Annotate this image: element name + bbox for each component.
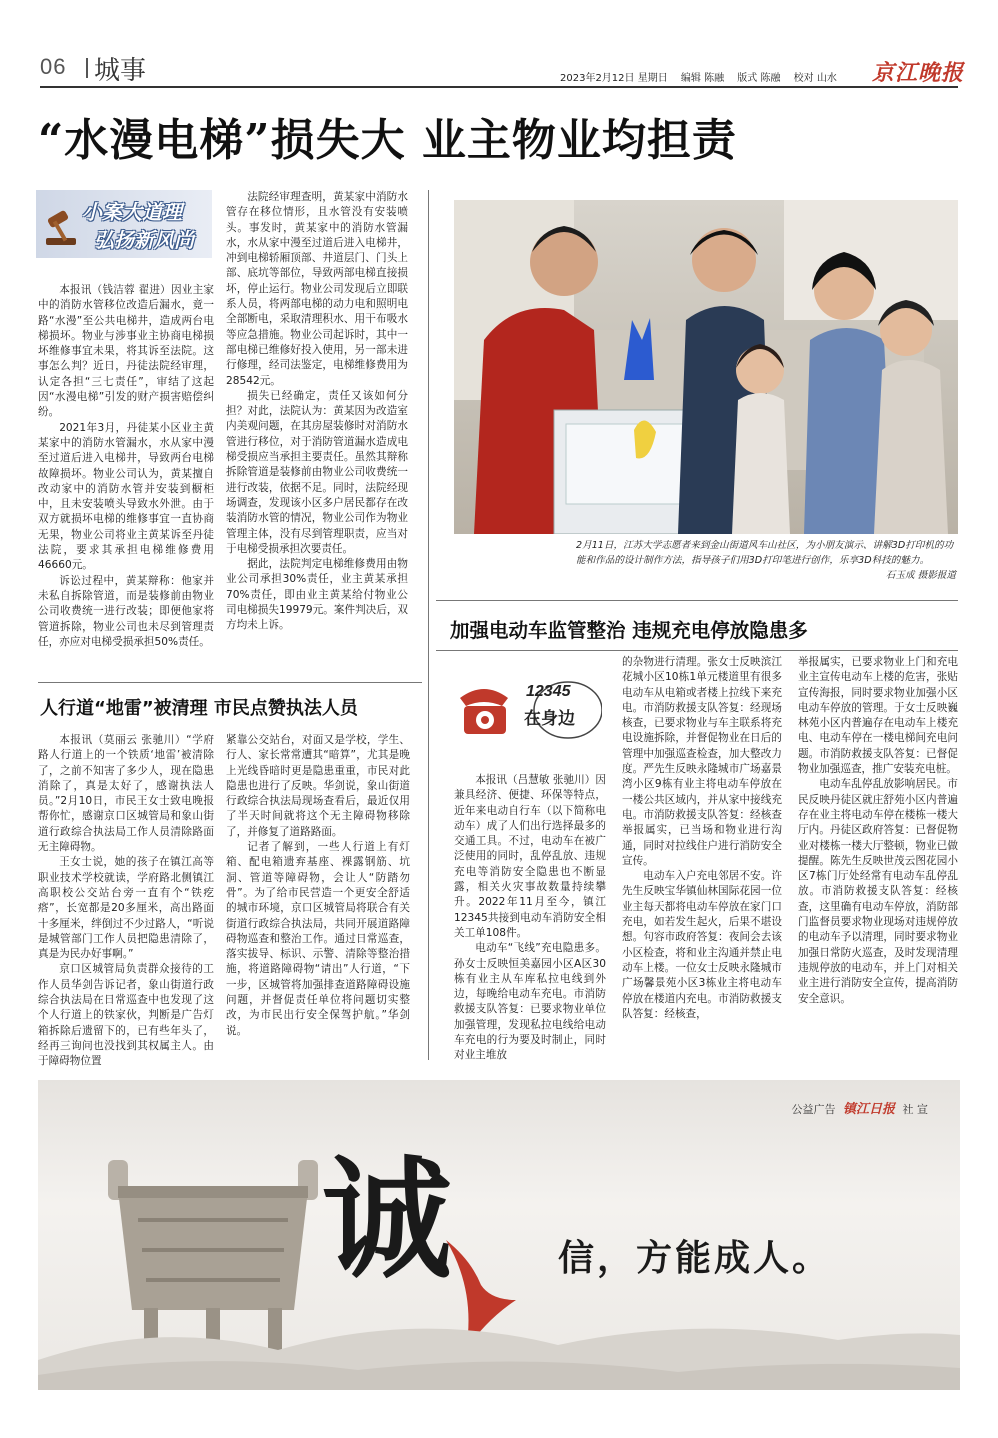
hotline-label: 在身边 (524, 709, 575, 729)
paragraph: 京口区城管局负责群众接待的工作人员华剑告诉记者，象山街道行政综合执法局在日常巡查中也发现了这个人行道上的铁家伙，判断是广告灯箱拆除后遗留下的，已有些年头了，经再三询问也没找到其权属主人。由于障碍物位置 (38, 963, 214, 1068)
paragraph: 电动车乱停乱放影响居民。市民反映丹徒区就庄舒苑小区内普遍存在业主将电动车停在楼栋一楼大厅内。丹徒区政府答复：已督促物业对楼栋一楼大厅整顿，物业已做提醒。陈先生反映世茂云图花园小区7栋门厅处经常有电动车乱停乱放。市消防救援支队答复：经核查，这里确有电动车停放，消防部门监督员要求物业现场对违规停放的电动车予以清理，同时要求物业加强日常防火巡查，及时发现清理违规停放的电动车，并上门对相关业主进行消防安全宣传，提高消防安全意识。 (798, 778, 958, 1005)
paragraph: 电动车“飞线”充电隐患多。孙女士反映恒美嘉园小区A区30栋有业主从车库私拉电线到外边，每晚给电动车充电。市消防救援支队答复：已要求物业单位加强管理，发现私拉电线给电动车充电的行为要及时制止，同时对业主堆放 (454, 942, 606, 1062)
paragraph: 本报讯（吕慧敏 张驰川）因兼具经济、便捷、环保等特点，近年来电动自行车（以下简称电动车）成了人们出行选择最多的交通工具。不过，电动车在被广泛使用的同时，乱停乱放、违规充电等消防安全隐患也不断显露，相关火灾事故数量持续攀升。2022年11月至今，镇江12345共接到电动车消防安全相关工单108件。 (454, 774, 606, 939)
masthead-rule (40, 86, 958, 88)
ad-slogan: 信，方能成人。 (558, 1237, 832, 1279)
photo-caption (576, 538, 956, 583)
issue-date: 2023年2月12日 星期日 (560, 73, 668, 84)
paragraph: 本报讯（莫丽云 张驰川）“学府路人行道上的一个铁质‘地雷’被清除了，之前不知害了多少人，现在隐患消除了，真是太好了，感谢执法人员。”2月10日，市民王女士致电晚报帮你忙，感谢京口区城管局和象山街道行政综合执法局工作人员清除路面无主障碍物。 (38, 734, 214, 854)
section-name: 城事 (94, 56, 147, 86)
headline-divider (436, 650, 958, 651)
paragraph: 的杂物进行清理。张女士反映滨江花城小区10栋1单元楼道里有很多电动车从电箱或者楼上拉线下来充电。市消防救援支队答复：经现场核查，已要求物业与车主联系将充电设施拆除，并督促物业在日后的管理中加强巡查检查，加大整改力度。严先生反映永隆城市广场嘉景湾小区9栋有业主将电动车停放在一楼公共区域内，并从家中接线充电。市消防救援支队答复：经核查举报属实，已当场和物业进行沟通，同时对拉线住户进行消防安全宣传。 (622, 656, 782, 867)
article2-column-1 (38, 733, 214, 1070)
layout-credit: 版式 陈融 (737, 73, 781, 84)
article-divider (38, 682, 422, 683)
paragraph: 诉讼过程中，黄某辩称：他家并未私自拆除管道，而是装修前由物业公司收费统一进行改装；即便他家将管道拆除，物业公司也未尽到管理责任，亦应对电梯受损承担50%责任。 (38, 574, 214, 648)
column-divider (428, 190, 429, 1060)
column-banner (36, 190, 212, 258)
paragraph: 举报属实，已要求物业上门和充电业主宣传电动车上楼的危害，张贴宣传海报，同时要求物业加强小区电动车停放的管理。于女士反映巍林苑小区内普遍存在电动车上楼充电、电动车停在一楼电梯间充电问题。市消防救援支队答复：已督促物业加强巡查，推广安装充电桩。 (798, 656, 958, 776)
page-headline: “水漫电梯”损失大 业主物业均担责 (38, 115, 737, 166)
dateline (560, 69, 847, 84)
paragraph: 2021年3月，丹徒某小区业主黄某家中的消防水管漏水，水从家中漫至过道后进入电梯井，导致两台电梯故障损坏。物业公司认为，黄某擅自改动家中的消防水管并安装到橱柜中，且未安装喷头导致水外泄。由于双方就损坏电梯的维修事宜一直协商无果，物业公司将业主黄某诉至丹徒法院，要求其承担电梯维修费用46660元。 (38, 421, 214, 572)
ad-label (791, 1098, 928, 1117)
article1-column-1 (38, 283, 214, 650)
paragraph: 法院经审理查明，黄某家中消防水管存在移位情形，且水管没有安装喷头。事发时，黄某家中的消防水管漏水，水从家中漫至过道后进入电梯井，冲到电梯轿厢顶部、井道层门、门头上部、底坑等部位，导致两部电梯直接损坏，停止运行。物业公司发现后立即联系人员，将两部电梯的动力电和照明电全部断电，采取清理积水、用干布吸水等应急措施。物业公司起诉时，其中一部电梯已维修好投入使用，另一部未进行修理，经司法鉴定，电梯维修费用为28542元。 (226, 191, 408, 387)
news-photo (454, 200, 958, 534)
paragraph: 电动车入户充电邻居不安。许先生反映宝华镇仙林国际花园一位业主每天都将电动车停放在家门口充电，如若发生起火，后果不堪设想。句容市政府答复：夜间会去该小区检查，将和业主沟通并禁止电动车上楼。一位女士反映永隆城市广场馨景苑小区3栋业主将电动车停放在楼道内充电。市消防救援支队答复：经核查， (622, 870, 782, 1020)
public-service-ad (38, 1080, 960, 1390)
editor-credit: 编辑 陈融 (680, 73, 725, 84)
paragraph: 王女士说，她的孩子在镇江高等职业技术学校就读，学府路北侧镇江高职校公交站台旁一直有个“铁疙瘩”，长宽都是20多厘米，高出路面十多厘米，绊倒过不少过路人，“听说是城管部门工作人员把隐患清除了，真是为民办好事啊。” (38, 856, 214, 961)
article3-headline: 加强电动车监管整治 违规充电停放隐患多 (450, 619, 808, 642)
paragraph: 据此，法院判定电梯维修费用由物业公司承担30%责任，业主黄某承担70%责任，即由业主黄某给付物业公司电梯损失19979元。案件判决后，双方均未上诉。 (226, 558, 409, 632)
ad-publisher: 镇江日报 (842, 1102, 895, 1117)
ad-type: 公益广告 (791, 1103, 836, 1116)
article1-column-2 (226, 190, 408, 634)
proof-credit: 校对 山水 (793, 73, 837, 84)
article3-column-1 (454, 773, 606, 1064)
article3-column-2 (622, 655, 782, 1022)
paragraph: 记者了解到，一些人行道上有灯箱、配电箱遗弃基座、裸露钢筋、坑洞、管道等障碍物，会让人“防踏勿骨”。为了给市民营造一个更安全舒适的城市环境，京口区城管局将联合有关街道行政综合执法局，共同开展道路障碍物巡查和整治工作。通过日常巡查，落实拔导、标识、示警、清除等整治措施，将道路障碍物“请出”人行道，“下一步，区城管将加强排查道路障碍设施问题，并督促责任单位将问题切实整改，为市民出行安全保驾护航。”华剑说。 (226, 841, 410, 1037)
paragraph: 损失已经确定，责任又该如何分担？对此，法院认为：黄某因为改造室内美观问题，在其房屋装修时对消防水管进行移位，对于消防管道漏水造成电梯受损应当承担主要责任。虽然其辩称拆除管道是装修前由物业公司收费统一进行改装，依据不足。同时，法院经现场调查，发现该小区多户居民都存在改装消防水管的情况，物业公司作为物业管理主体，没有尽到管理职责，应当对于电梯受损承担次要责任。 (226, 389, 408, 555)
banner-line-1: 小案大道理 (82, 200, 182, 224)
paragraph: 本报讯（钱洁蓉 翟进）因业主家中的消防水管移位改造后漏水，竟一路“水漫”至公共电梯井，造成两台电梯损坏。物业与涉事业主协商电梯损坏维修事宜未果，将其诉至法院。这事怎么判？近日，丹徒法院经审理，认定各担“三七责任”，审结了这起因“水漫电梯”引发的财产损害赔偿纠纷。 (38, 284, 214, 419)
gavel-icon (42, 208, 84, 248)
article3-column-3 (798, 655, 958, 1007)
ad-publisher-suffix: 社 宣 (902, 1103, 928, 1116)
article2-headline: 人行道“地雷”被清理 市民点赞执法人员 (40, 698, 358, 719)
banner-line-2: 弘扬新风尚 (94, 228, 194, 252)
article2-column-2 (226, 733, 410, 1039)
ad-big-character: 诚 (322, 1143, 453, 1296)
caption-text: 2月11日，江苏大学志愿者来到金山街道风车山社区，为小朋友演示、讲解3D打印机的功能和作品的设计制作方法，指导孩子们用3D打印笔进行创作，乐享3D科技的魅力。 (576, 540, 954, 566)
hotline-number: 12345 (526, 683, 571, 700)
paragraph: 紧靠公交站台，对面又是学校，学生、行人、家长常常遭其“暗算”，尤其是晚上光线昏暗时更是隐患重重，市民对此隐患也进行了反映。华剑说，象山街道行政综合执法局现场查看后，最近仅用了半天时间就将这个无主障碍物移除了，并修复了道路路面。 (226, 734, 410, 838)
photo-credit: 石玉成 摄影报道 (885, 570, 956, 581)
photo-divider (436, 600, 958, 601)
mountain-backdrop (38, 1280, 960, 1390)
page-number: 06 (40, 54, 67, 79)
newspaper-logo: 京江晚报 (872, 60, 965, 86)
page-divider (86, 58, 88, 78)
